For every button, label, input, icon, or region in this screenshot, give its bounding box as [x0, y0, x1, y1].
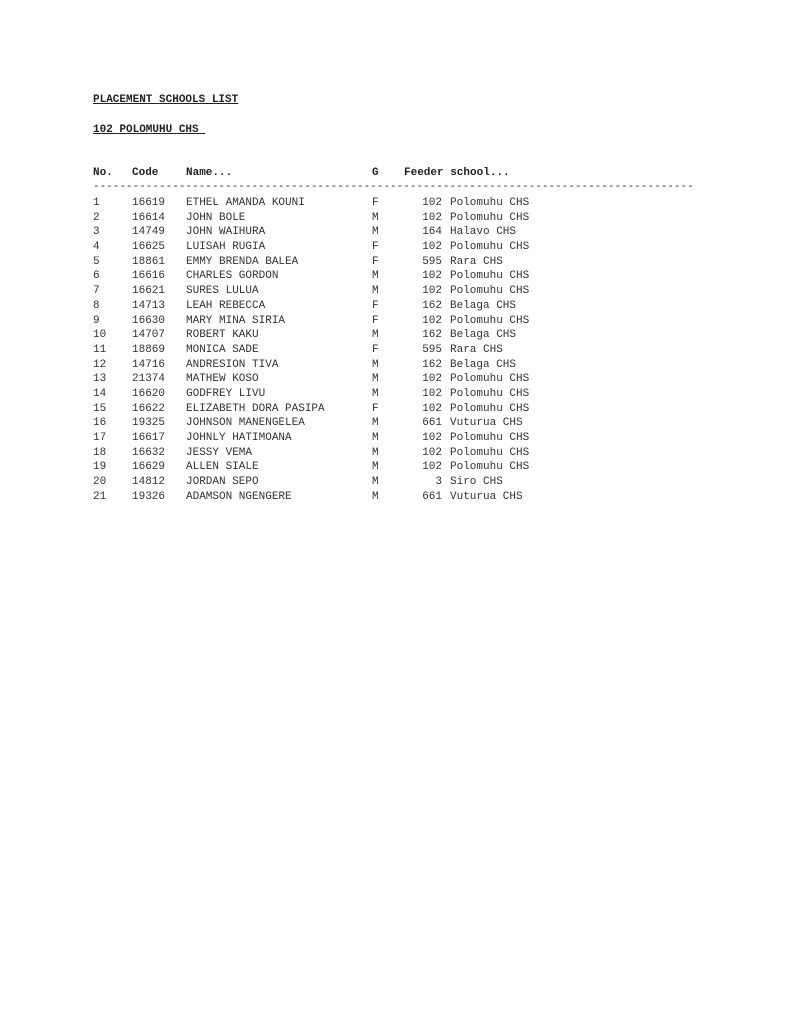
student-gender: M — [372, 211, 379, 224]
row-number: 1 — [93, 197, 100, 209]
feeder-school-number: 102 — [422, 241, 442, 254]
student-gender: F — [372, 255, 379, 268]
feeder-school-name: Polomuhu CHS — [450, 211, 530, 224]
row-number: 20 — [93, 476, 107, 489]
student-name: ROBERT KAKU — [186, 329, 259, 342]
student-gender: M — [372, 329, 379, 342]
row-number: 14 — [93, 387, 107, 400]
student-name: JOHNSON MANENGELEA — [186, 417, 305, 430]
row-number: 8 — [93, 299, 100, 312]
student-name: JOHNLY HATIMOANA — [186, 432, 292, 444]
student-gender: M — [372, 490, 379, 503]
table-row — [0, 196, 791, 211]
student-name: MARY MINA SIRIA — [186, 314, 286, 327]
student-name: SURES LULUA — [186, 285, 259, 298]
row-number: 4 — [93, 241, 100, 254]
header-no: No. — [93, 167, 113, 179]
student-name: ANDRESION TIVA — [186, 358, 279, 371]
table-row — [0, 402, 791, 417]
feeder-school-number: 164 — [422, 226, 442, 239]
student-gender: F — [372, 343, 379, 356]
feeder-school-name: Rara CHS — [450, 343, 503, 356]
student-code: 16616 — [132, 270, 166, 283]
student-gender: F — [372, 197, 379, 209]
student-code: 14716 — [132, 358, 166, 371]
student-name: JESSY VEMA — [186, 446, 253, 459]
table-row — [0, 240, 791, 255]
row-number: 11 — [93, 343, 107, 356]
table-row — [0, 284, 791, 299]
table-row — [0, 490, 791, 505]
student-code: 21374 — [132, 373, 166, 386]
feeder-school-number: 162 — [422, 299, 442, 312]
student-gender: M — [372, 432, 379, 444]
feeder-school-number: 102 — [422, 461, 442, 474]
student-name: LEAH REBECCA — [186, 299, 266, 312]
table-row — [0, 358, 791, 373]
table-row — [0, 446, 791, 461]
feeder-school-name: Polomuhu CHS — [450, 461, 530, 474]
student-gender: M — [372, 226, 379, 239]
table-row — [0, 225, 791, 240]
student-gender: M — [372, 270, 379, 283]
table-row — [0, 475, 791, 490]
table-row — [0, 269, 791, 284]
student-code: 19326 — [132, 490, 166, 503]
feeder-school-name: Halavo CHS — [450, 226, 517, 239]
document-title: PLACEMENT SCHOOLS LIST — [93, 94, 239, 106]
feeder-school-name: Belaga CHS — [450, 358, 517, 371]
student-name: JOHN BOLE — [186, 211, 246, 224]
feeder-school-name: Polomuhu CHS — [450, 314, 530, 327]
feeder-school-name: Polomuhu CHS — [450, 373, 530, 386]
header-feeder-school: Feeder school... — [404, 167, 510, 179]
feeder-school-name: Belaga CHS — [450, 329, 517, 342]
student-name: JORDAN SEPO — [186, 476, 259, 489]
student-name: LUISAH RUGIA — [186, 241, 266, 254]
student-code: 16632 — [132, 446, 166, 459]
feeder-school-number: 102 — [422, 211, 442, 224]
feeder-school-name: Polomuhu CHS — [450, 241, 530, 254]
table-row — [0, 328, 791, 343]
student-name: ALLEN SIALE — [186, 461, 259, 474]
header-gender: G — [372, 167, 379, 179]
table-row — [0, 431, 791, 446]
student-code: 16629 — [132, 461, 166, 474]
feeder-school-name: Rara CHS — [450, 255, 503, 268]
row-number: 2 — [93, 211, 100, 224]
student-code: 16621 — [132, 285, 166, 298]
student-code: 16620 — [132, 387, 166, 400]
feeder-school-number: 595 — [422, 343, 442, 356]
student-name: GODFREY LIVU — [186, 387, 266, 400]
student-name: MONICA SADE — [186, 343, 259, 356]
feeder-school-name: Polomuhu CHS — [450, 387, 530, 400]
student-name: ELIZABETH DORA PASIPA — [186, 402, 325, 415]
row-number: 17 — [93, 432, 107, 444]
student-gender: M — [372, 358, 379, 371]
feeder-school-name: Vuturua CHS — [450, 417, 523, 430]
student-code: 18861 — [132, 255, 166, 268]
table-row — [0, 460, 791, 475]
table-row — [0, 416, 791, 431]
student-name: ADAMSON NGENGERE — [186, 490, 292, 503]
feeder-school-number: 102 — [422, 446, 442, 459]
student-name: ETHEL AMANDA KOUNI — [186, 197, 305, 209]
feeder-school-name: Polomuhu CHS — [450, 432, 530, 444]
table-row — [0, 255, 791, 270]
row-number: 6 — [93, 270, 100, 283]
feeder-school-name: Polomuhu CHS — [450, 285, 530, 298]
student-code: 14749 — [132, 226, 166, 239]
table-row — [0, 343, 791, 358]
student-gender: M — [372, 387, 379, 400]
feeder-school-name: Belaga CHS — [450, 299, 517, 312]
feeder-school-number: 102 — [422, 387, 442, 400]
row-number: 3 — [93, 226, 100, 239]
table-header — [0, 166, 791, 181]
school-heading: 102 POLOMUHU CHS — [93, 124, 206, 136]
feeder-school-number: 102 — [422, 373, 442, 386]
feeder-school-number: 102 — [422, 314, 442, 327]
feeder-school-number: 661 — [422, 490, 442, 503]
student-code: 16622 — [132, 402, 166, 415]
row-number: 19 — [93, 461, 107, 474]
row-number: 16 — [93, 417, 107, 430]
row-number: 15 — [93, 402, 107, 415]
student-code: 16619 — [132, 197, 166, 209]
student-gender: F — [372, 241, 379, 254]
student-code: 14812 — [132, 476, 166, 489]
row-number: 12 — [93, 358, 107, 371]
row-number: 21 — [93, 490, 107, 503]
header-name: Name... — [186, 167, 233, 179]
feeder-school-number: 102 — [422, 285, 442, 298]
feeder-school-name: Vuturua CHS — [450, 490, 523, 503]
table-row — [0, 211, 791, 226]
student-code: 18869 — [132, 343, 166, 356]
student-gender: F — [372, 402, 379, 415]
row-number: 10 — [93, 329, 107, 342]
student-gender: M — [372, 446, 379, 459]
student-code: 16617 — [132, 432, 166, 444]
student-name: EMMY BRENDA BALEA — [186, 255, 299, 268]
header-code: Code — [132, 167, 159, 179]
student-name: CHARLES GORDON — [186, 270, 279, 283]
student-gender: M — [372, 285, 379, 298]
student-list — [0, 196, 791, 504]
table-row — [0, 299, 791, 314]
student-gender: M — [372, 373, 379, 386]
student-name: MATHEW KOSO — [186, 373, 259, 386]
student-code: 16625 — [132, 241, 166, 254]
student-code: 19325 — [132, 417, 166, 430]
feeder-school-number: 102 — [422, 432, 442, 444]
feeder-school-number: 661 — [422, 417, 442, 430]
table-row — [0, 314, 791, 329]
feeder-school-number: 595 — [422, 255, 442, 268]
student-code: 14713 — [132, 299, 166, 312]
table-row — [0, 372, 791, 387]
feeder-school-number: 162 — [422, 329, 442, 342]
student-code: 14707 — [132, 329, 166, 342]
student-gender: F — [372, 299, 379, 312]
header-divider: ------------------------------------------------------------------------------------------- — [93, 181, 694, 193]
feeder-school-name: Polomuhu CHS — [450, 270, 530, 283]
row-number: 18 — [93, 446, 107, 459]
row-number: 5 — [93, 255, 100, 268]
student-gender: M — [372, 417, 379, 430]
feeder-school-number: 102 — [422, 402, 442, 415]
table-row — [0, 387, 791, 402]
student-gender: M — [372, 461, 379, 474]
student-name: JOHN WAIHURA — [186, 226, 266, 239]
feeder-school-name: Polomuhu CHS — [450, 446, 530, 459]
feeder-school-name: Polomuhu CHS — [450, 197, 530, 209]
feeder-school-number: 162 — [422, 358, 442, 371]
feeder-school-name: Siro CHS — [450, 476, 503, 489]
feeder-school-number: 3 — [435, 476, 442, 489]
row-number: 13 — [93, 373, 107, 386]
student-code: 16614 — [132, 211, 166, 224]
feeder-school-number: 102 — [422, 197, 442, 209]
feeder-school-name: Polomuhu CHS — [450, 402, 530, 415]
student-gender: M — [372, 476, 379, 489]
feeder-school-number: 102 — [422, 270, 442, 283]
student-code: 16630 — [132, 314, 166, 327]
student-gender: F — [372, 314, 379, 327]
row-number: 7 — [93, 285, 100, 298]
row-number: 9 — [93, 314, 100, 327]
